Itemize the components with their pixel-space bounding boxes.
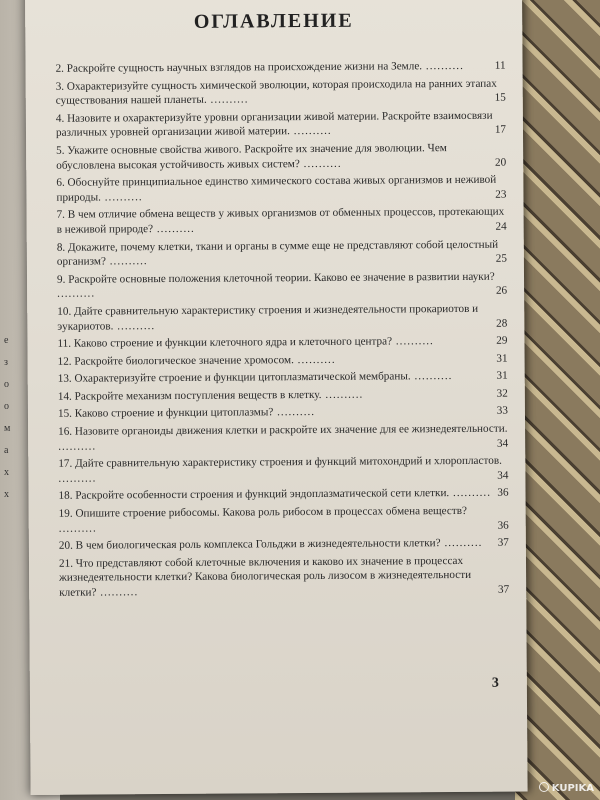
left-page-fragment: е [4, 335, 9, 346]
toc-entry-leader: .......... [105, 255, 148, 268]
toc-entry-leader: .......... [392, 335, 434, 348]
toc-entry-leader: .......... [153, 222, 195, 236]
toc-entry-leader: .......... [113, 319, 156, 332]
toc-entry-page: 24 [495, 220, 507, 233]
watermark-text: KUPIKA [551, 783, 594, 794]
toc-entry [59, 553, 509, 600]
toc-entry [59, 536, 509, 554]
toc-entry-leader: .......... [422, 59, 464, 73]
toc-entry-text: 3. Охарактеризуйте сущность химической эволюции, которая происходила на ранних этапах существования нашей планеты. [55, 77, 497, 107]
toc-entry-text: 12. Раскройте биологическое значение хромосом. [57, 353, 294, 368]
toc-entry-text: 19. Опишите строение рибосомы. Какова роль рибосом в процессах обмена веществ? [58, 504, 468, 520]
toc-entry-text: 21. Что представляют собой клеточные включения и каково их значение в процессах жизнедеятельности клетки? Какова биологическая роль лизосом в жизнедеятельности клетки? [58, 554, 472, 599]
left-page-fragment: а [4, 445, 9, 456]
toc-entry-leader: .......... [289, 125, 332, 138]
left-page-fragment: о [4, 379, 9, 390]
toc-entry-leader: .......... [449, 487, 492, 500]
toc-entry [58, 404, 508, 422]
toc-entry-leader: .......... [321, 388, 364, 401]
toc-entry-text: 14. Раскройте механизм поступления веществ в клетку. [57, 388, 322, 403]
toc-entry-text: 5. Укажите основные свойства живого. Раскройте их значение для эволюции. Чем обусловлена высокая устойчивость живых систем? [56, 142, 447, 172]
toc-entry-page: 33 [496, 405, 508, 418]
toc-entry-text: 2. Раскройте сущность научных взглядов на происхождение жизни на Земле. [55, 60, 423, 75]
toc-entry-text: 16. Назовите органоиды движения клетки и раскройте их значение для ее жизнедеятельности. [58, 422, 508, 438]
toc-entry-page: 31 [496, 352, 508, 365]
toc-entry [57, 205, 507, 237]
toc-entry-leader: .......... [440, 537, 483, 550]
toc-entry [57, 334, 507, 352]
watermark [539, 782, 594, 794]
watermark-logo-icon [539, 782, 549, 792]
toc-entry-leader: .......... [58, 472, 97, 485]
toc-entry-text: 9. Раскройте основные положения клеточной теории. Каково ее значение в развитии науки? [56, 270, 495, 286]
toc-entry-leader: .......... [57, 287, 96, 301]
toc-entry-page: 23 [495, 188, 507, 201]
toc-entry [58, 486, 508, 504]
toc-entry-page: 17 [494, 124, 507, 137]
toc-entry-page: 31 [496, 369, 508, 382]
toc-entry [56, 108, 506, 140]
toc-entry [58, 369, 508, 387]
toc-entry [58, 387, 508, 405]
toc-entry-page: 32 [496, 387, 508, 400]
toc-entry [58, 454, 508, 486]
toc-entry-text: 6. Обоснуйте принципиальное единство химического состава живых организмов и неживой природы. [56, 173, 497, 204]
toc-entry-page: 34 [496, 437, 509, 450]
toc-entry [57, 237, 507, 269]
toc-entry [59, 504, 509, 536]
toc-entry-page: 29 [496, 334, 508, 347]
toc-entry-page: 11 [494, 59, 506, 72]
toc-entry-text: 10. Дайте сравнительную характеристику строения и жизнедеятельности прокариотов и эукариотов. [57, 302, 479, 333]
toc-entry [56, 173, 506, 205]
toc-entry-leader: .......... [299, 157, 342, 170]
left-page-fragment: х [4, 467, 9, 478]
left-page-fragment: з [4, 357, 8, 368]
toc-entry-page: 25 [495, 252, 507, 265]
toc-entry-text: 17. Дайте сравнительную характеристику строения и функций митохондрий и хлоропластов. [58, 454, 502, 471]
toc-entry-text: 4. Назовите и охарактеризуйте уровни организации живой материи. Раскройте взаимосвязи различных уровней организации живой материи. [55, 109, 493, 140]
fabric-background [515, 0, 600, 800]
toc-entry [58, 351, 508, 369]
toc-entry-page: 20 [494, 156, 507, 169]
toc-entry-text: 15. Каково строение и функции цитоплазмы? [57, 406, 274, 421]
toc-entry-leader: .......... [410, 370, 453, 383]
book-page [25, 0, 528, 795]
toc-entry-text: 20. В чем биологическая роль комплекса Гольджи в жизнедеятельности клетки? [58, 537, 441, 552]
toc-entry [57, 302, 507, 334]
toc-entry-leader: .......... [273, 406, 316, 419]
toc-entry-page: 34 [497, 469, 509, 482]
toc-entry-leader: .......... [96, 586, 139, 599]
left-page-fragment: о [4, 401, 9, 412]
toc-entry [56, 76, 506, 108]
toc-entry-page: 28 [496, 317, 508, 330]
toc-entry-text: 8. Докажите, почему клетки, ткани и органы в сумме еще не представляют собой целостный организм? [56, 238, 499, 268]
toc-entry [58, 422, 508, 454]
page-title: ОГЛАВЛЕНИЕ [193, 9, 354, 33]
toc-entry-text: 11. Каково строение и функции клеточного ядра и клеточного центра? [57, 335, 393, 350]
page-number: 3 [491, 675, 499, 691]
toc-entry [57, 269, 507, 301]
left-page-fragment: м [4, 423, 11, 434]
table-of-contents [56, 59, 510, 604]
toc-entry-text: 13. Охарактеризуйте строение и функции цитоплазматической мембраны. [57, 370, 411, 386]
toc-entry-page: 36 [497, 519, 509, 532]
toc-entry [56, 141, 506, 173]
toc-entry-leader: .......... [58, 522, 97, 535]
toc-entry-page: 26 [495, 284, 508, 298]
toc-entry-text: 18. Раскройте особенности строения и функций эндоплазматической сети клетки. [58, 487, 450, 503]
toc-entry-leader: .......... [293, 353, 336, 366]
left-page-text-fragments [4, 330, 24, 506]
toc-entry-leader: .......... [100, 190, 143, 204]
toc-entry-leader: .......... [58, 440, 97, 453]
toc-entry [56, 59, 506, 77]
toc-entry-page: 36 [497, 487, 509, 500]
toc-entry-page: 37 [497, 583, 510, 596]
toc-entry-text: 7. В чем отличие обмена веществ у живых организмов от обменных процессов, протекающих в неживой природе? [56, 206, 505, 236]
toc-entry-page: 15 [494, 91, 506, 104]
left-page-fragment: х [4, 489, 9, 500]
toc-entry-page: 37 [497, 536, 509, 549]
toc-entry-leader: .......... [206, 93, 249, 106]
